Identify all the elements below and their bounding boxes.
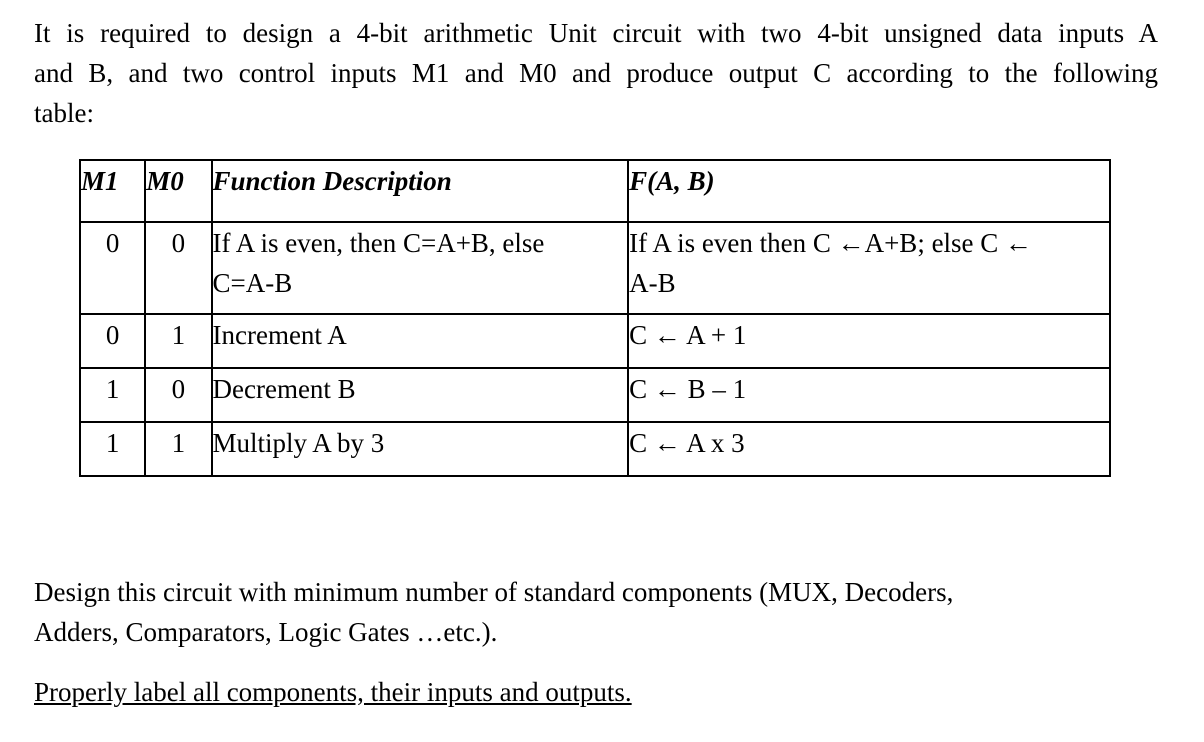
labeling-note: Properly label all components, their inputs and outputs. (34, 677, 632, 707)
problem-statement-line-2: and B, and two control inputs M1 and M0 and produce output C according to the following (34, 58, 1158, 88)
cell-m1: 0 (80, 314, 145, 368)
cell-m0: 1 (145, 422, 211, 476)
header-function-description: Function Description (212, 160, 629, 222)
cell-fab-line-1: If A is even then C ←A+B; else C ← (629, 228, 1033, 258)
table-row (80, 422, 1110, 476)
header-m1: M1 (80, 160, 145, 222)
cell-fab (628, 222, 1110, 314)
cell-fab-line-2: A-B (629, 268, 676, 298)
cell-function-description (212, 222, 629, 314)
cell-fab: C ← A x 3 (628, 422, 1110, 476)
cell-m1: 0 (80, 222, 145, 314)
cell-function-description: Multiply A by 3 (212, 422, 629, 476)
cell-m0: 1 (145, 314, 211, 368)
design-instruction-line-1: Design this circuit with minimum number of standard components (MUX, Decoders, (34, 577, 954, 607)
table-row (80, 368, 1110, 422)
cell-function-description-line-1: If A is even, then C=A+B, else (212, 228, 545, 258)
cell-function-description: Decrement B (212, 368, 629, 422)
design-instruction (34, 572, 1158, 652)
function-table (79, 159, 1111, 477)
cell-m0: 0 (145, 368, 211, 422)
problem-statement-line-1: It is required to design a 4-bit arithmetic Unit circuit with two 4-bit unsigned data inputs A (34, 18, 1158, 48)
cell-fab: C ← B – 1 (628, 368, 1110, 422)
problem-statement (34, 13, 1158, 133)
problem-statement-line-3: table: (34, 98, 94, 128)
cell-m0: 0 (145, 222, 211, 314)
cell-fab: C ← A + 1 (628, 314, 1110, 368)
cell-m1: 1 (80, 368, 145, 422)
cell-m1: 1 (80, 422, 145, 476)
table-row (80, 222, 1110, 314)
table-row (80, 314, 1110, 368)
header-fab: F(A, B) (628, 160, 1110, 222)
cell-function-description: Increment A (212, 314, 629, 368)
design-instruction-line-2: Adders, Comparators, Logic Gates …etc.). (34, 617, 498, 647)
header-m0: M0 (145, 160, 211, 222)
table-header-row (80, 160, 1110, 222)
cell-function-description-line-2: C=A-B (212, 268, 293, 298)
